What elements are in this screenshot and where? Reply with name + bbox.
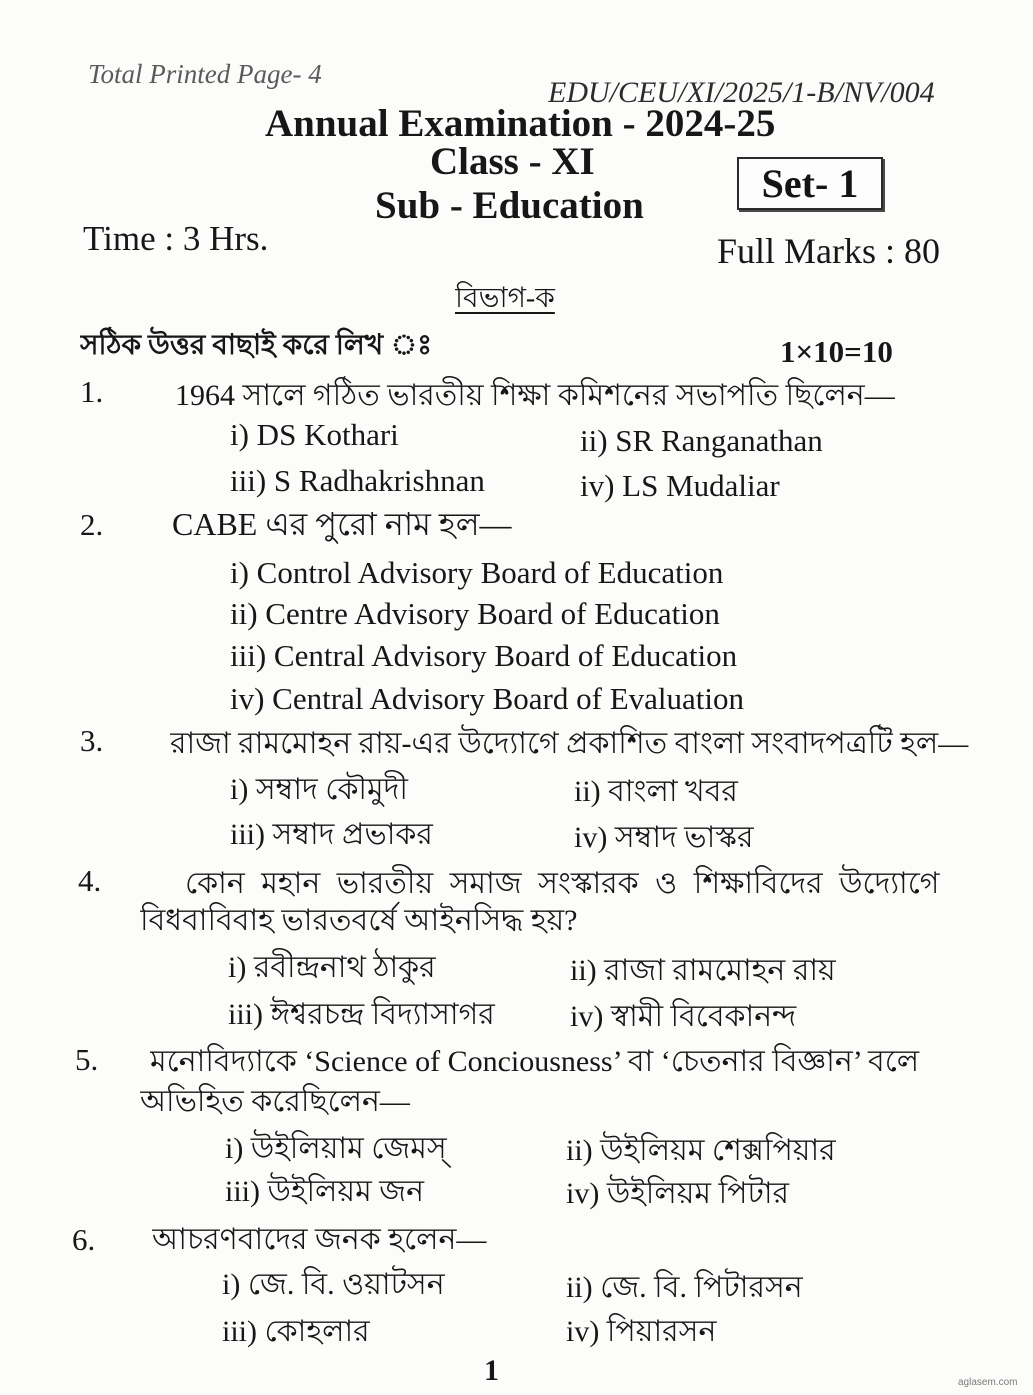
- set-box: [737, 157, 883, 210]
- option-iii: iii) সম্বাদ প্রভাকর: [230, 818, 433, 851]
- question-text-line-1: মনোবিদ্যাকে ‘Science of Conciousness’ বা ‘চেতনার বিজ্ঞান’ বলে: [150, 1045, 920, 1078]
- full-marks-label: Full Marks : 80: [717, 231, 941, 271]
- option-iv: iv) উইলিয়ম পিটার: [566, 1177, 790, 1210]
- question-text: রাজা রামমোহন রায়-এর উদ্যোগে প্রকাশিত বাংলা সংবাদপত্রটি হল—: [170, 727, 969, 760]
- option-iii: iii) ঈশ্বরচন্দ্র বিদ্যাসাগর: [228, 998, 495, 1031]
- question-number: 2.: [80, 507, 104, 542]
- option-iv: iv) সম্বাদ ভাস্কর: [574, 821, 754, 854]
- question-number: 5.: [75, 1042, 99, 1077]
- section-title: বিভাগ-ক: [455, 283, 555, 314]
- option-ii: ii) জে. বি. পিটারসন: [566, 1271, 803, 1304]
- page-number: 1: [484, 1354, 499, 1387]
- option-iii: iii) উইলিয়ম জন: [225, 1175, 424, 1208]
- question-number: 4.: [78, 863, 102, 898]
- set-label: Set- 1: [761, 161, 859, 206]
- question-text-line-2: বিধবাবিবাহ ভারতবর্ষে আইনসিদ্ধ হয়?: [140, 904, 578, 937]
- option-iv: iv) পিয়ারসন: [566, 1315, 717, 1348]
- class-label: Class - XI: [430, 140, 595, 183]
- subject-label: Sub - Education: [375, 184, 644, 227]
- option-ii: ii) বাংলা খবর: [574, 775, 738, 808]
- question-number: 6.: [72, 1222, 96, 1257]
- option-i: i) Control Advisory Board of Education: [230, 555, 724, 590]
- option-iv: iv) LS Mudaliar: [580, 468, 780, 503]
- question-text-line-2: অভিহিত করেছিলেন—: [140, 1085, 410, 1118]
- question-number: 1.: [80, 374, 104, 409]
- option-i: i) DS Kothari: [230, 417, 399, 452]
- option-iv: iv) স্বামী বিবেকানন্দ: [570, 1000, 797, 1033]
- option-ii: ii) উইলিয়ম শেক্সপিয়ার: [566, 1134, 836, 1167]
- option-ii: ii) Centre Advisory Board of Education: [230, 596, 720, 631]
- option-i: i) সম্বাদ কৌমুদী: [230, 773, 409, 806]
- question-text: 1964 সালে গঠিত ভারতীয় শিক্ষা কমিশনের সভাপতি ছিলেন—: [175, 379, 895, 412]
- question-number: 3.: [80, 723, 104, 758]
- section-marks: 1×10=10: [780, 334, 893, 369]
- option-iii: iii) কোহলার: [222, 1315, 370, 1348]
- paper-code: EDU/CEU/XI/2025/1-B/NV/004: [548, 76, 935, 109]
- option-ii: ii) রাজা রামমোহন রায়: [570, 954, 836, 987]
- instruction-text: সঠিক উত্তর বাছাই করে লিখ ঃ: [80, 330, 433, 361]
- watermark-text: aglasem.com: [958, 1377, 1018, 1388]
- option-i: i) রবীন্দ্রনাথ ঠাকুর: [228, 951, 436, 984]
- option-i: i) উইলিয়াম জেমস্: [225, 1132, 447, 1165]
- option-iii: iii) Central Advisory Board of Education: [230, 638, 738, 673]
- question-text-line-1: কোন মহান ভারতীয় সমাজ সংস্কারক ও শিক্ষাবিদের উদ্যোগে: [185, 867, 940, 900]
- option-iv: iv) Central Advisory Board of Evaluation: [230, 681, 744, 716]
- time-label: Time : 3 Hrs.: [83, 219, 269, 258]
- exam-title: Annual Examination - 2024-25: [265, 102, 776, 145]
- option-i: i) জে. বি. ওয়াটসন: [222, 1268, 445, 1301]
- total-pages-note: Total Printed Page- 4: [88, 59, 322, 89]
- question-text: আচরণবাদের জনক হলেন—: [152, 1223, 487, 1256]
- question-text: CABE এর পুরো নাম হল—: [172, 506, 512, 542]
- option-iii: iii) S Radhakrishnan: [230, 463, 485, 498]
- option-ii: ii) SR Ranganathan: [580, 423, 823, 458]
